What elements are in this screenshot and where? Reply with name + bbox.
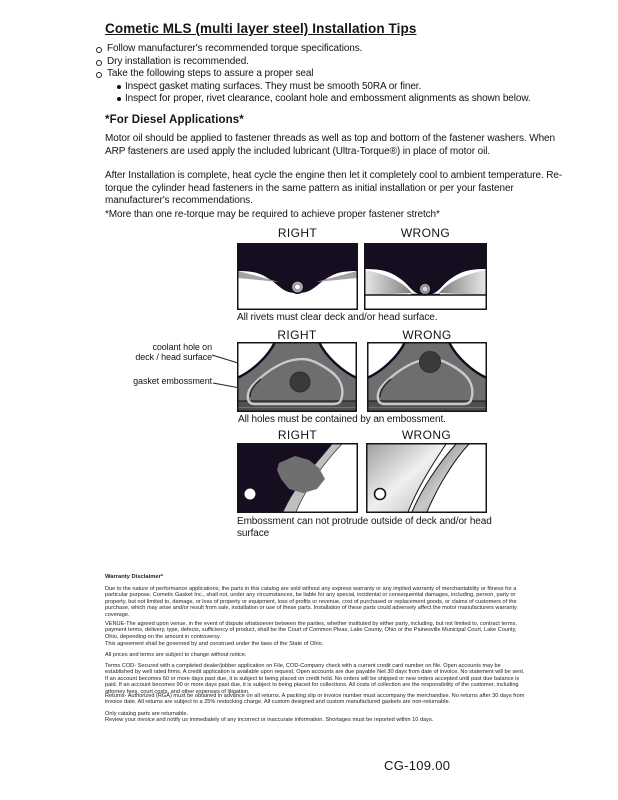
protrude-right-graphic xyxy=(237,443,358,513)
list-item-text: Follow manufacturer's recommended torque specifications. xyxy=(107,43,363,54)
list-item-text: Take the following steps to assure a proper seal xyxy=(107,68,314,80)
installation-tips-list xyxy=(96,43,566,106)
list-item-text: Inspect for proper, rivet clearance, coolant hole and embossment alignments as shown below. xyxy=(125,93,531,105)
right-label-row2: RIGHT xyxy=(277,328,317,342)
wrong-label-row3: WRONG xyxy=(401,428,452,442)
right-label-row3: RIGHT xyxy=(277,428,318,442)
venue-text: VENUE-The agreed upon venue, in the event of dispute whatsoever between the parties, whether instituted by either party, including, but not limited to, contract terms, payment terms, delivery, type, defects, sufficiency of product, shall be the Court of Common Pleas, Lake County, Ohio or the Painesville Municipal Court, Lake County, Ohio, depending on the amount in controversy. xyxy=(105,621,517,640)
catalog-returnable-text: Only catalog parts are returnable. xyxy=(105,711,189,717)
list-item xyxy=(96,56,566,69)
protrude-wrong-diagram xyxy=(366,443,487,513)
embossment-caption: Embossment can not protrude outside of deck and/or head surface xyxy=(237,516,492,539)
list-item-text: Dry installation is recommended. xyxy=(107,55,249,67)
filled-bullet-icon xyxy=(117,85,121,89)
rivet-wrong-graphic xyxy=(364,243,487,310)
diesel-heading: *For Diesel Applications* xyxy=(105,114,244,126)
coolant-hole-label-line1: coolant hole on xyxy=(152,342,212,352)
prices-text: All prices and terms are subject to change without notice. xyxy=(105,652,247,658)
hollow-bullet-icon xyxy=(96,47,102,53)
diesel-paragraph-1: Motor oil should be applied to fastener threads as well as top and bottom of the fastener washers. When ARP fasteners are used apply the included lubricant (Ultra-Torque®) in place of motor oil. xyxy=(105,133,555,157)
diesel-paragraph-2: After Installation is complete, heat cycle the engine then let it completely cool to ambient temperature. Re-torque the cylinder head fasteners in the same pattern as initial installation or per your fastener manufacturer's recommendations. xyxy=(105,170,563,207)
rivet-wrong-diagram xyxy=(364,243,487,310)
holes-wrong-graphic xyxy=(367,342,487,412)
filled-bullet-icon xyxy=(117,97,121,101)
list-item xyxy=(117,81,566,94)
hollow-bullet-icon xyxy=(96,72,102,78)
returns-text: Returns- Authorized (RGA) must be obtained in advance on all returns. A packing slip or invoice number must accompany the merchandise. No returns after 30 days from invoice date. All returns are subject to a 25% restocking charge. All custom designed and custom manufactured gaskets are non-returnable. xyxy=(105,693,525,706)
review-invoice-text: Review your invoice and notify us immediately of any incorrect or inaccurate information. Shortages must be reported within 10 days. xyxy=(105,717,434,723)
list-item-text: Inspect gasket mating surfaces. They must be smooth 50RA or finer. xyxy=(125,80,422,92)
list-item xyxy=(96,43,566,56)
rivet-caption: All rivets must clear deck and/or head surface. xyxy=(237,312,438,323)
hollow-bullet-icon xyxy=(96,60,102,66)
gasket-embossment-label: gasket embossment xyxy=(133,376,212,386)
holes-wrong-diagram xyxy=(367,342,487,412)
governing-law-text: This agreement shall be governed by and construed under the laws of the State of Ohio. xyxy=(105,641,324,647)
wrong-label-row2: WRONG xyxy=(402,328,452,342)
list-item xyxy=(117,93,566,106)
holes-right-diagram xyxy=(237,342,357,412)
protrude-right-diagram xyxy=(237,443,358,513)
rivet-right-diagram xyxy=(237,243,358,310)
list-item xyxy=(96,68,566,81)
warranty-disclaimer-text: Due to the nature of performance applications, the parts in this catalog are sold without any express warranty or any implied warranty of merchantability or fitness for a particular purpose. Cometic Gasket Inc., shall not, under any circumstances, be liable for any special, incidental or consequential damages, including, person, party or property, but not limited to, damage, or loss of property or equipment, loss of profits or revenue, cost of purchased or replacement goods, or claims of customers of the purchase, which may arise and/or result from sale, installation or use of these parts. Installation of these parts could adversely affect the motor manufacturers warranty coverage. xyxy=(105,586,517,618)
right-label-row1: RIGHT xyxy=(277,226,318,240)
holes-caption: All holes must be contained by an embossment. xyxy=(238,414,446,425)
holes-right-graphic xyxy=(237,342,357,412)
coolant-hole-label xyxy=(100,342,212,362)
coolant-hole-label-line2: deck / head surface xyxy=(135,352,212,362)
retorque-note: *More than one re-torque may be required to achieve proper fastener stretch* xyxy=(105,209,440,220)
terms-cod-text: Terms COD- Secured with a completed dealer/jobber application on File, COD-Company check with a current credit card number on file. Open accounts may be established by well rated firms. A credit application is available upon request. Open accounts are due payable Net 30 days from date of invoice. No statement will be sent. If an account becomes 60 or more days past due, it is subject to being placed on credit hold. No orders will be shipped or new orders accepted until past due balance is paid. If an account becomes 90 or more days past due, it is subject to being placed for collections. All costs of collection are the responsibility of the customer, including attorney fees, court costs, and other expenses of litigation. xyxy=(105,663,525,695)
rivet-right-graphic xyxy=(237,243,358,310)
page-title: Cometic MLS (multi layer steel) Installation Tips xyxy=(105,21,417,36)
warranty-heading: Warranty Disclaimer* xyxy=(105,574,164,580)
wrong-label-row1: WRONG xyxy=(400,226,451,240)
page-code: CG-109.00 xyxy=(384,758,451,773)
protrude-wrong-graphic xyxy=(366,443,487,513)
